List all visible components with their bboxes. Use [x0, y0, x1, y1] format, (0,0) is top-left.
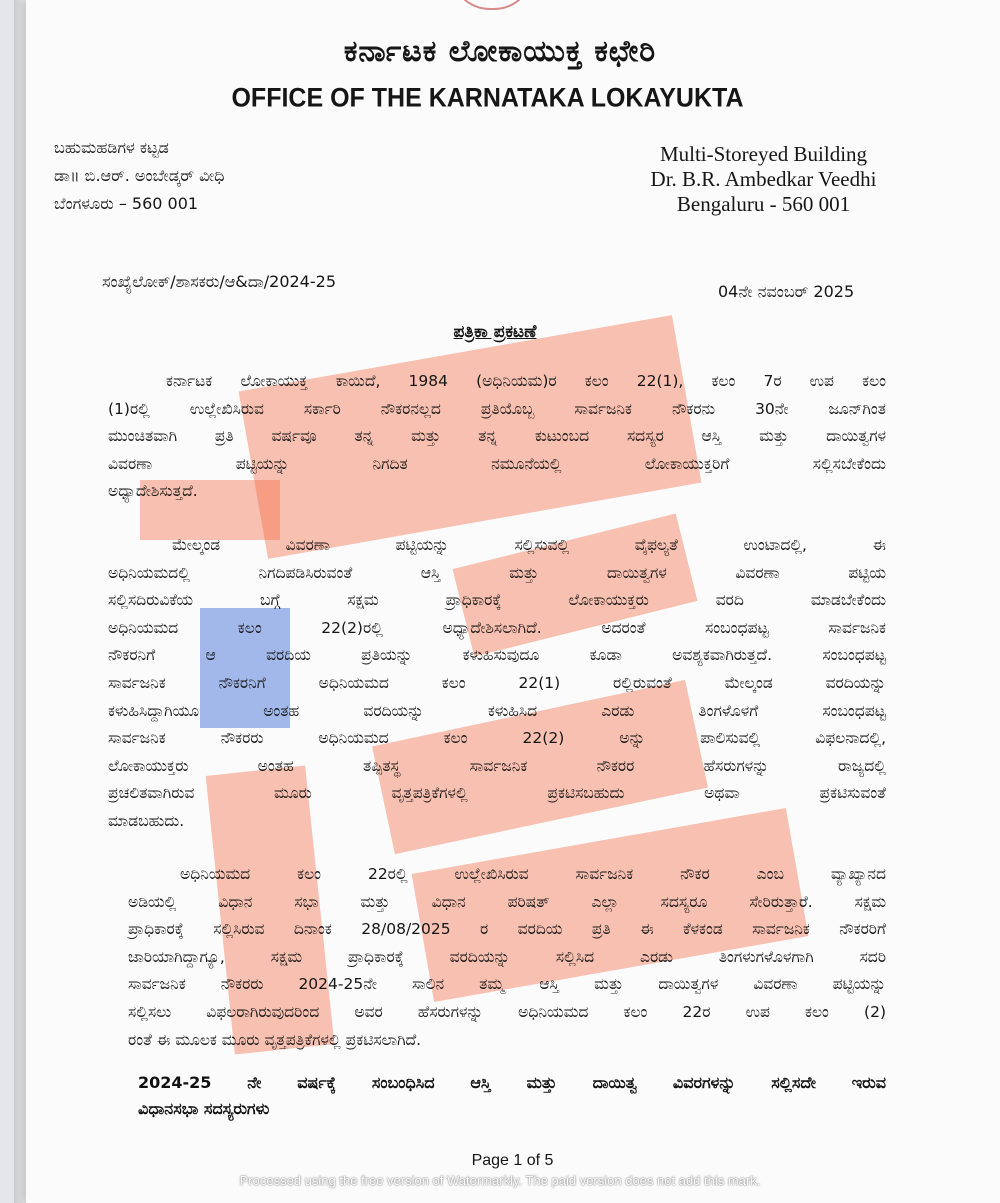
watermark-text: Processed using the free version of Watermarkly. The paid version does not add this mark.: [239, 1173, 761, 1188]
text-line: ಅಡಿಯಲ್ಲಿ ವಿಧಾನ ಸಭಾ ಮತ್ತು ವಿಧಾನ ಪರಿಷತ್ ಎಲ್ಲಾ ಸದಸ್ಯರೂ ಸೇರಿರುತ್ತಾರೆ. ಸಕ್ಷಮ: [128, 892, 886, 911]
paragraph-3: [128, 861, 886, 1054]
address-line: ಬೆಂಗಳೂರು – 560 001: [54, 194, 199, 213]
address-line: ಡಾ॥ ಬಿ.ಆರ್. ಅಂಬೇಡ್ಕರ್ ವೀಧಿ: [54, 166, 225, 185]
address-line: Dr. B.R. Ambedkar Veedhi: [650, 167, 877, 191]
press-release-heading: ಪತ್ರಿಕಾ ಪ್ರಕಟಣೆ: [453, 322, 537, 342]
text-line: 2024-25 ನೇ ವರ್ಷಕ್ಕೆ ಸಂಬಂಧಿಸಿದ ಆಸ್ತಿ ಮತ್ತು ದಾಯಿತ್ವ ವಿವರಗಳನ್ನು ಸಲ್ಲಿಸದೇ ಇರುವ: [138, 1073, 886, 1092]
text-line: ಜಾರಿಯಾಗಿದ್ದಾಗ್ಯೂ, ಸಕ್ಷಮ ಪ್ರಾಧಿಕಾರಕ್ಕೆ ವರದಿಯನ್ನು ಸಲ್ಲಿಸಿದ ಎರಡು ತಿಂಗಳುಗಳೊಳಗಾಗಿ ಸದರಿ: [128, 947, 886, 966]
text-line: ಅಧ್ಯಾದೇಶಿಸುತ್ತದೆ.: [108, 482, 198, 501]
address-kannada: [54, 134, 224, 218]
text-line: ಕಳುಹಿಸಿದ್ದಾಗಿಯೂ ಅಂತಹ ವರದಿಯನ್ನು ಕಳುಹಿಸಿದ ಎರಡು ತಿಂಗಳೊಳಗೆ ಸಂಬಂಧಪಟ್ಟ: [108, 701, 886, 720]
address-line: ಬಹುಮಹಡಿಗಳ ಕಟ್ಟಡ: [54, 138, 169, 157]
text-line: ಕರ್ನಾಟಕ ಲೋಕಾಯುಕ್ತ ಕಾಯಿದೆ, 1984 (ಅಧಿನಿಯಮ)ರ ಕಲಂ 22(1), ಕಲಂ 7ರ ಉಪ ಕಲಂ: [166, 372, 886, 390]
text-line: ವಿಧಾನಸಭಾ ಸದಸ್ಯರುಗಳು: [138, 1099, 270, 1118]
text-line: ಸಾರ್ವಜನಿಕ ನೌಕರರು ಅಧಿನಿಯಮದ ಕಲಂ 22(2) ಅನ್ನು ಪಾಲಿಸುವಲ್ಲಿ ವಿಫಲನಾದಲ್ಲಿ,: [108, 729, 886, 748]
paragraph-2: [108, 532, 886, 836]
text-line: ಪ್ರಾಧಿಕಾರಕ್ಕೆ ಸಲ್ಲಿಸಿರುವ ದಿನಾಂಕ 28/08/2025 ರ ವರದಿಯ ಪ್ರತಿ ಈ ಕೆಳಕಂಡ ಸಾರ್ವಜನಿಕ ನೌಕರರಿಗೆ: [128, 920, 886, 939]
text-line: ಅಧಿನಿಯಮದಲ್ಲಿ ನಿಗದಿಪಡಿಸಿರುವಂತೆ ಆಸ್ತಿ ಮತ್ತು ದಾಯಿತ್ವಗಳ ವಿವರಣಾ ಪಟ್ಟಿಯ: [108, 563, 886, 582]
address-english: [600, 142, 927, 217]
text-line: ಲೋಕಾಯುಕ್ತರು ಅಂತಹ ತಪ್ಪಿತಸ್ಥ ಸಾರ್ವಜನಿಕ ನೌಕರರ ಹೆಸರುಗಳನ್ನು ರಾಜ್ಯದಲ್ಲಿ: [108, 756, 886, 775]
text-line: ರಂತೆ ಈ ಮೂಲಕ ಮೂರು ವೃತ್ತಪತ್ರಿಕೆಗಳಲ್ಲಿ ಪ್ರಕಟಿಸಲಾಗಿದೆ.: [128, 1030, 422, 1049]
section-heading: [138, 1070, 886, 1122]
text-line: ಅಧಿನಿಯಮದ ಕಲಂ 22(2)ರಲ್ಲಿ ಅಧ್ಯಾದೇಶಿಸಲಾಗಿದೆ. ಅದರಂತೆ ಸಂಬಂಧಪಟ್ಟ ಸಾರ್ವಜನಿಕ: [108, 618, 886, 637]
text-line: (1)ರಲ್ಲಿ ಉಲ್ಲೇಖಿಸಿರುವ ಸರ್ಕಾರಿ ನೌಕರನಲ್ಲದ ಪ್ರತಿಯೊಬ್ಬ ಸಾರ್ವಜನಿಕ ನೌಕರನು 30ನೇ ಜೂನ್‌ಗಿಂತ: [108, 399, 886, 418]
text-line: ಮಾಡಬಹುದು.: [108, 811, 185, 830]
text-line: ಸಾರ್ವಜನಿಕ ನೌಕರರು 2024-25ನೇ ಸಾಲಿನ ತಮ್ಮ ಆಸ್ತಿ ಮತ್ತು ದಾಯಿತ್ವಗಳ ವಿವರಣಾ ಪಟ್ಟಿಯನ್ನು: [128, 975, 886, 994]
text-line: ಮೇಲ್ಕಂಡ ವಿವರಣಾ ಪಟ್ಟಿಯನ್ನು ಸಲ್ಲಿಸುವಲ್ಲಿ ವೈಫಲ್ಯತೆ ಉಂಟಾದಲ್ಲಿ, ಈ: [172, 536, 886, 554]
address-line: Multi-Storeyed Building: [659, 142, 868, 166]
paragraph-1: [108, 368, 886, 506]
text-line: ಸಲ್ಲಿಸದಿರುವಿಕೆಯ ಬಗ್ಗೆ ಸಕ್ಷಮ ಪ್ರಾಧಿಕಾರಕ್ಕೆ ಲೋಕಾಯುಕ್ತರು ವರದಿ ಮಾಡಬೇಕೆಂದು: [108, 591, 886, 610]
office-title-kannada: ಕರ್ನಾಟಕ ಲೋಕಾಯುಕ್ತ ಕಛೇರಿ: [343, 34, 657, 69]
text-line: ಅಧಿನಿಯಮದ ಕಲಂ 22ರಲ್ಲಿ ಉಲ್ಲೇಖಿಸಿರುವ ಸಾರ್ವಜನಿಕ ನೌಕರ ಎಂಬ ವ್ಯಾಖ್ಯಾನದ: [180, 865, 886, 883]
office-title-english: OFFICE OF THE KARNATAKA LOKAYUKTA: [231, 82, 744, 114]
text-line: ಸಾರ್ವಜನಿಕ ನೌಕರನಿಗೆ ಅಧಿನಿಯಮದ ಕಲಂ 22(1) ರಲ್ಲಿರುವಂತೆ ಮೇಲ್ಕಂಡ ವರದಿಯನ್ನು: [108, 673, 886, 692]
text-line: ಮುಂಚಿತವಾಗಿ ಪ್ರತಿ ವರ್ಷವೂ ತನ್ನ ಮತ್ತು ತನ್ನ ಕುಟುಂಬದ ಸದಸ್ಯರ ಆಸ್ತಿ ಮತ್ತು ದಾಯಿತ್ವಗಳ: [108, 427, 886, 446]
text-line: ವಿವರಣಾ ಪಟ್ಟಿಯನ್ನು ನಿಗದಿತ ನಮೂನೆಯಲ್ಲಿ ಲೋಕಾಯುಕ್ತರಿಗೆ ಸಲ್ಲಿಸಬೇಕೆಂದು: [108, 454, 886, 473]
document-date: 04ನೇ ನವಂಬರ್ 2025: [718, 282, 855, 301]
page-number: Page 1 of 5: [471, 1152, 554, 1169]
text-line: ಪ್ರಚಲಿತವಾಗಿರುವ ಮೂರು ವೃತ್ತಪತ್ರಿಕೆಗಳಲ್ಲಿ ಪ್ರಕಟಿಸಬಹುದು ಅಥವಾ ಪ್ರಕಟಿಸುವಂತೆ: [108, 784, 886, 803]
text-line: ನೌಕರನಿಗೆ ಆ ವರದಿಯ ಪ್ರತಿಯನ್ನು ಕಳುಹಿಸುವುದೂ ಕೂಡಾ ಅವಶ್ಯಕವಾಗಿರುತ್ತದೆ. ಸಂಬಂಧಪಟ್ಟ: [108, 646, 886, 665]
text-line: ಸಲ್ಲಿಸಲು ವಿಫಲರಾಗಿರುವುದರಿಂದ ಅವರ ಹೆಸರುಗಳನ್ನು ಅಧಿನಿಯಮದ ಕಲಂ 22ರ ಉಪ ಕಲಂ (2): [128, 1002, 886, 1021]
address-line: Bengaluru - 560 001: [676, 192, 851, 216]
reference-number: ಸಂಖ್ಯೆಲೋಕ್/ಶಾಸಕರು/ಆ&ದಾ/2024-25: [102, 272, 336, 291]
